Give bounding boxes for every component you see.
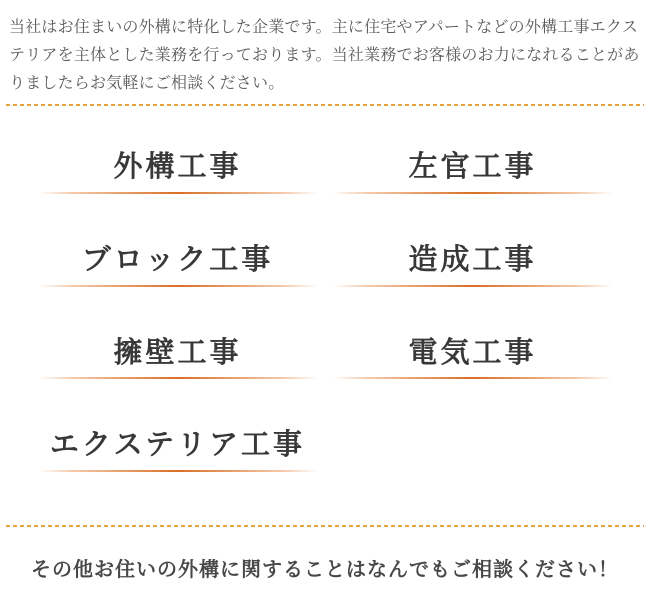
service-item-exterior xyxy=(38,428,318,472)
heading-underline xyxy=(38,470,318,472)
service-item-block xyxy=(38,243,318,287)
service-item-gaikou xyxy=(38,150,318,194)
service-label: 擁壁工事 xyxy=(113,336,242,369)
service-label: エクステリア工事 xyxy=(49,429,306,462)
heading-underline xyxy=(38,192,318,194)
service-label: 電気工事 xyxy=(408,336,537,369)
service-item-youheki xyxy=(38,336,318,380)
intro-line: りましたらお気軽にご相談ください。 xyxy=(9,75,285,92)
services-grid xyxy=(30,150,620,472)
service-label: 造成工事 xyxy=(408,243,537,276)
intro-paragraph xyxy=(0,0,650,98)
service-label: ブロック工事 xyxy=(81,243,274,276)
dotted-separator-top xyxy=(6,104,644,106)
dotted-separator-bottom xyxy=(6,525,644,527)
service-item-denki xyxy=(333,336,613,380)
heading-underline xyxy=(38,285,318,287)
intro-line: 当社はお住まいの外構に特化した企業です。主に住宅やアパートなどの外構工事エクス xyxy=(9,19,639,36)
heading-underline xyxy=(333,285,613,287)
service-item-sakan xyxy=(333,150,613,194)
intro-line: テリアを主体とした業務を行っております。当社業務でお客様のお力になれることがあ xyxy=(9,47,640,64)
service-label: 外構工事 xyxy=(113,151,242,183)
heading-underline xyxy=(333,377,613,379)
heading-underline xyxy=(38,377,318,379)
closing-message: その他お住いの外構に関することはなんでもご相談ください！ xyxy=(31,559,619,582)
heading-underline xyxy=(333,192,613,194)
service-item-zousei xyxy=(333,243,613,287)
service-label: 左官工事 xyxy=(408,151,537,183)
